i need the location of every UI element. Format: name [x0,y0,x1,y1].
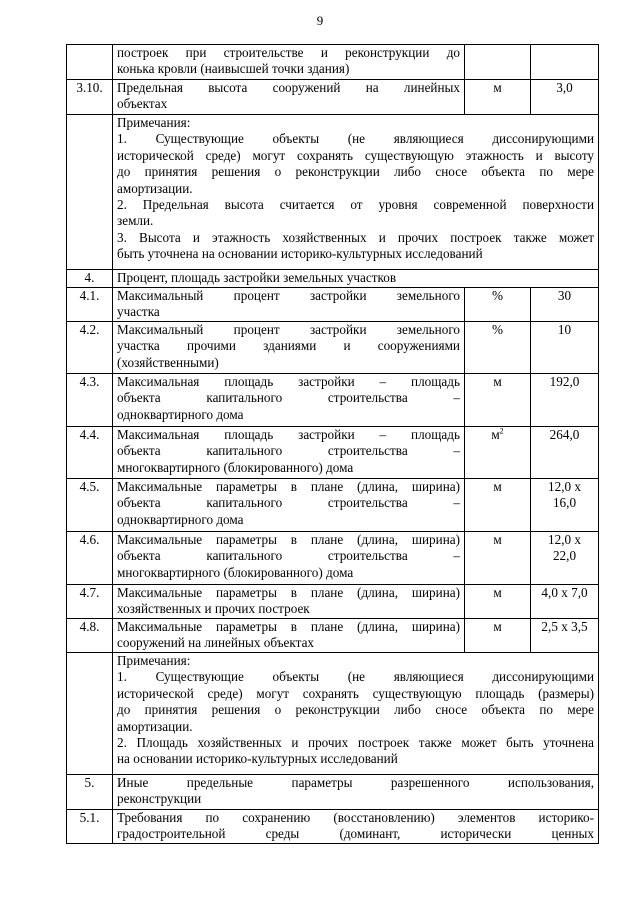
row-text: Требования по сохранению (восстановлению) элементов историко- градостроительной среды (доминант, исторически ценных [113,810,599,844]
table-row [67,810,599,844]
row-number: 4.2. [67,322,113,374]
table-row [67,374,599,427]
row-text: Максимальные параметры в плане (длина, ширина) объекта капитального строительства – одноквартирного дома [113,479,465,532]
row-text: построек при строительстве и реконструкции до конька кровли (наивысшей точки здания) [113,45,465,80]
row-number: 4.4. [67,427,113,479]
row-number: 5.1. [67,810,113,844]
table-row [67,619,599,653]
row-text: Максимальные параметры в плане (длина, ширина) хозяйственных и прочих построек [113,585,465,619]
section-title: Процент, площадь застройки земельных участков [113,270,599,288]
table-row [67,532,599,585]
row-text: Максимальная площадь застройки – площадь объекта капитального строительства – одноквартирного дома [113,374,465,427]
row-value: 264,0 [531,427,599,479]
table-row [67,322,599,374]
row-number [67,653,113,775]
row-number: 4.5. [67,479,113,532]
table-row [67,45,599,80]
row-unit: м [465,479,531,532]
parameters-table [66,44,599,844]
row-unit: % [465,288,531,322]
row-unit: м [465,532,531,585]
row-text: Максимальная площадь застройки – площадь объекта капитального строительства – многоквартирного (блокированного) дома [113,427,465,479]
row-value: 12,0 x 16,0 [531,479,599,532]
row-text: Максимальные параметры в плане (длина, ширина) сооружений на линейных объектах [113,619,465,653]
page-number: 9 [316,13,324,28]
section-title: Иные предельные параметры разрешенного использования, реконструкции [113,775,599,810]
row-number: 4.3. [67,374,113,427]
row-unit: % [465,322,531,374]
row-number [67,45,113,80]
section-row [67,270,599,288]
table-row [67,585,599,619]
row-value: 2,5 x 3,5 [531,619,599,653]
row-number: 4.7. [67,585,113,619]
notes-text: Примечания: 1. Существующие объекты (не являющиеся диссонирующими исторической среде) могут сохранять существующую площадь (размеры) до принятия решения о реконструкции либо сносе объекта по мере амортизации. 2. Площадь хозяйственных и прочих построек также может быть уточнена на основании историко-культурных исследований [113,653,599,775]
row-value: 30 [531,288,599,322]
row-number [67,115,113,270]
row-value: 12,0 x 22,0 [531,532,599,585]
row-value [531,45,599,80]
row-text: Максимальные параметры в плане (длина, ширина) объекта капитального строительства – многоквартирного (блокированного) дома [113,532,465,585]
table-row [67,479,599,532]
row-unit: $м^2$ [465,427,531,479]
row-number: 4.1. [67,288,113,322]
row-text: Максимальный процент застройки земельного участка прочими зданиями и сооружениями (хозяйственными) [113,322,465,374]
row-number: 4. [67,270,113,288]
row-number: 3.10. [67,80,113,115]
notes-text: Примечания: 1. Существующие объекты (не являющиеся диссонирующими исторической среде) могут сохранять существующую этажность и высоту до принятия решения о реконструкции либо сносе объекта по мере амортизации. 2. Предельная высота считается от уровня современной поверхности земли. 3. Высота и этажность хозяйственных и прочих построек также может быть уточнена на основании историко-культурных исследований [113,115,599,270]
row-value: 192,0 [531,374,599,427]
notes-title: Примечания: [117,115,191,130]
row-unit: м [465,619,531,653]
row-unit: м [465,585,531,619]
table-row [67,427,599,479]
notes-row [67,115,599,270]
row-text: Максимальный процент застройки земельного участка [113,288,465,322]
row-unit [465,45,531,80]
row-unit: м [465,80,531,115]
row-unit: м [465,374,531,427]
row-value: 4,0 x 7,0 [531,585,599,619]
section-row [67,775,599,810]
row-number: 4.8. [67,619,113,653]
row-number: 4.6. [67,532,113,585]
table-row [67,288,599,322]
row-value: 3,0 [531,80,599,115]
table-row [67,80,599,115]
row-text: Предельная высота сооружений на линейных объектах [113,80,465,115]
row-value: 10 [531,322,599,374]
notes-title: Примечания: [117,653,191,668]
notes-row [67,653,599,775]
row-number: 5. [67,775,113,810]
